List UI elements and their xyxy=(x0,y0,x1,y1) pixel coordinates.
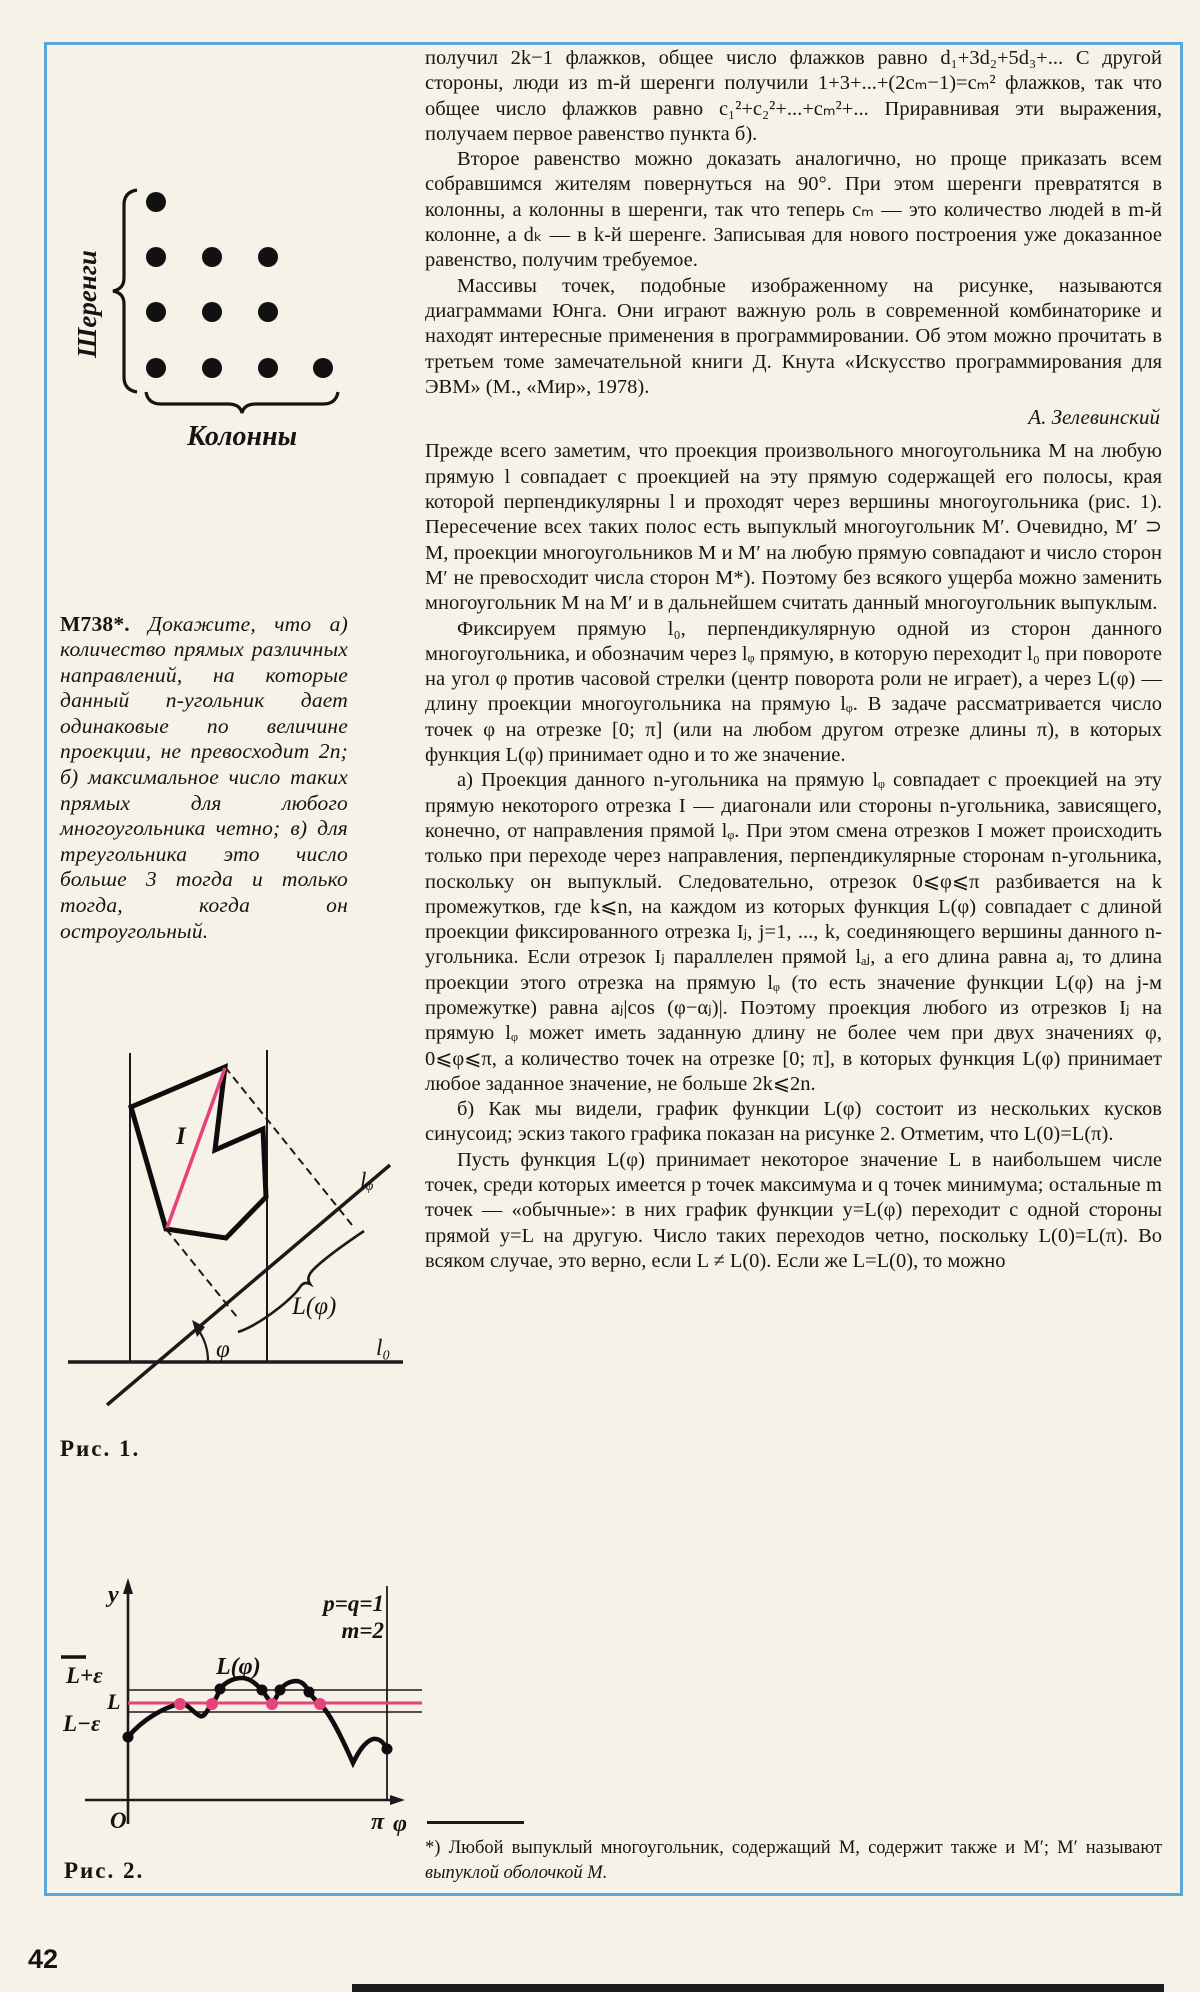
level-l-minus-eps-label: L−ε xyxy=(63,1711,101,1736)
footnote-term: выпуклой оболочкой M. xyxy=(425,1862,608,1883)
young-dot xyxy=(258,247,278,267)
curve-label: L(φ) xyxy=(216,1654,261,1680)
curve-point xyxy=(174,1698,186,1710)
level-l-plus-eps-label: L+ε xyxy=(66,1663,103,1688)
young-dot xyxy=(202,302,222,322)
paragraph: Второе равенство можно доказать аналогично, но проще приказать всем собравшимся жителям повернуться на 90°. При этом шеренги превратятся в колонны, а колонны в шеренги, так что теперь cₘ — это количество людей в m-й колонне, а dₖ — в k-й шеренге. Записывая для нового построения уже доказанное равенство, получим требуемое. xyxy=(425,148,1162,272)
young-dot xyxy=(146,302,166,322)
rows-label: Шеренги xyxy=(72,250,102,358)
paragraph: Пусть функция L(φ) принимает некоторое значение L в наибольшем числе точек, среди которых имеется p точек максимума и q точек минимума; остальные m точек — «обычные»: в них график функции y=L(φ) переходит с одной стороны прямой y=L на другую. Число таких переходов четно, поскольку L(0)=L(π). Во всяком случае, это верно, если L ≠ L(0). Если же L=L(0), то можно xyxy=(425,1148,1162,1272)
diagonal-i-label: I xyxy=(176,1123,186,1150)
figure-1-caption: Рис. 1. xyxy=(60,1436,141,1461)
l0-label: l₀ xyxy=(376,1335,391,1360)
paragraph: Массивы точек, подобные изображенному на рисунке, называются диаграммами Юнга. Они играют важную роль в современной комбинаторике и находят интересные применения в программировании. Об этом можно прочитать в третьем томе замечательной книги Д. Кнута «Искусство программирования для ЭВМ» (М., «Мир», 1978). xyxy=(425,274,1162,398)
problem-text: Докажите, что а) количество прямых различных направлений, на которые данный n-угольник дает одинаковые по величине проекции, не превосходит 2n; б) максимальное число таких прямых для любого многоугольника четно; в) для треугольника это число больше 3 тогда и только тогда, когда он остроугольный. xyxy=(60,611,348,943)
phi-label: φ xyxy=(216,1336,230,1363)
pq-annotation: p=q=1 xyxy=(323,1591,384,1616)
young-dot xyxy=(146,192,166,212)
author-signature: А. Зелевинский xyxy=(1028,405,1160,430)
paragraph: Прежде всего заметим, что проекция произвольного многоугольника M на любую прямую l совпадает с проекцией на эту прямую содержащей его полосы, края которой перпендикулярны l и проходят через вершины многоугольника (рис. 1). Пересечение всех таких полос есть выпуклый многоугольник M′. Очевидно, M′ ⊃ M, проекции многоугольников M и M′ на любую прямую совпадают и число сторон M′ не превосходит числа сторон M*). Поэтому без всякого ущерба можно заменить многоугольник M на M′ и в дальнейшем считать данный многоугольник выпуклым. xyxy=(425,440,1162,615)
lphi-length-label: L(φ) xyxy=(292,1293,337,1320)
pi-label: π xyxy=(371,1809,385,1835)
cols-label: Колонны xyxy=(186,421,298,452)
paragraph: б) Как мы видели, график функции L(φ) состоит из нескольких кусков синусоид; эскиз такого графика показан на рисунке 2. Отметим, что L(0)=L(π). xyxy=(425,1098,1162,1146)
frame-top xyxy=(44,42,1183,45)
y-axis-arrowhead xyxy=(123,1578,133,1594)
frame-right xyxy=(1180,42,1183,1896)
young-diagram-figure xyxy=(40,140,370,460)
problem-number: М738*. xyxy=(60,611,130,636)
x-axis-arrowhead xyxy=(390,1795,405,1805)
curve-point xyxy=(215,1684,226,1695)
curve-point xyxy=(382,1744,393,1755)
footnote-text: *) Любой выпуклый многоугольник, содержащий M, содержит также и M′; M′ называют xyxy=(425,1838,1162,1858)
paragraph: получил 2k−1 флажков, общее число флажков равно d₁+3d₂+5d₃+... С другой стороны, люди из m-й шеренги получили 1+3+...+(2cₘ−1)=cₘ² флажков, так что общее число флажков равно c₁²+c₂²+...+cₘ²+... Приравнивая эти выражения, получаем первое равенство пункта б). xyxy=(425,47,1162,145)
page-number: 42 xyxy=(28,1944,59,1974)
young-dot xyxy=(258,358,278,378)
main-text-column xyxy=(425,46,1162,1274)
curve-point xyxy=(206,1698,218,1710)
scan-edge-artifact xyxy=(352,1984,1164,1992)
young-dots xyxy=(146,192,333,378)
young-dot xyxy=(313,358,333,378)
curve-point xyxy=(266,1698,278,1710)
curve-point xyxy=(314,1698,326,1710)
lphi-label: lᵩ xyxy=(360,1168,374,1193)
y-axis-label: y xyxy=(108,1582,119,1608)
curve-black-dots xyxy=(123,1684,393,1755)
figure-2-caption: Рис. 2. xyxy=(64,1858,145,1883)
cols-brace xyxy=(146,392,338,413)
young-dot xyxy=(146,358,166,378)
m-annotation: m=2 xyxy=(341,1618,384,1643)
phi-axis-label: φ xyxy=(393,1811,408,1837)
projection-ray-bottom xyxy=(166,1229,237,1317)
footnote xyxy=(425,1836,1162,1885)
lphi-line xyxy=(107,1165,390,1405)
rows-brace xyxy=(113,190,137,392)
footnote-rule xyxy=(427,1821,524,1824)
paragraph: а) Проекция данного n-угольника на прямую lᵩ совпадает с проекцией на эту прямую некоторого отрезка I — диагонали или стороны n-угольника, зависящего, конечно, от направления прямой lᵩ. При этом смена отрезков I может происходить только при переходе через направления, перпендикулярные сторонам n-угольника, поскольку он выпуклый. Следовательно, отрезок 0⩽φ⩽π разбивается на k промежутков, где k⩽n, на каждом из которых функция L(φ) совпадает с длиной проекции фиксированного отрезка Iⱼ, j=1, ..., k, соединяющего вершины данного n-угольника. Если отрезок Iⱼ параллелен прямой lₐⱼ, а его длина равна aⱼ, то длина проекции этого отрезка на прямую lᵩ (то есть значение функции L(φ) на j-м промежутке) равна aⱼ|cos (φ−αⱼ)|. Поэтому проекция любого из отрезков Iⱼ на прямую lᵩ может иметь заданную длину не более чем при двух значениях φ, 0⩽φ⩽π, а количество точек на отрезке [0; π], в которых функция L(φ) принимает любое заданное значение, не больше 2k⩽2n. xyxy=(425,769,1162,1095)
paragraph: Фиксируем прямую l₀, перпендикулярную одной из сторон данного многоугольника, и обозначим через lᵩ прямую, в которую переходит l₀ при повороте на угол φ против часовой стрелки (центр поворота роли не играет), а через L(φ) — длину проекции многоугольника на прямую lᵩ. В задаче рассматривается число точек φ на отрезке [0; π] (или на любом другом отрезке длины π), в которых функция L(φ) принимает одно и то же значение. xyxy=(425,617,1162,767)
projection-ray-top xyxy=(225,1067,352,1225)
curve-point xyxy=(123,1732,134,1743)
young-dot xyxy=(146,247,166,267)
young-dot xyxy=(202,247,222,267)
curve-point xyxy=(304,1687,315,1698)
young-dot xyxy=(258,302,278,322)
young-dot xyxy=(202,358,222,378)
origin-label: O xyxy=(110,1808,127,1833)
figure-1 xyxy=(40,810,420,1475)
curve-point xyxy=(275,1685,286,1696)
curve-point xyxy=(257,1685,268,1696)
level-l-label: L xyxy=(107,1689,121,1714)
